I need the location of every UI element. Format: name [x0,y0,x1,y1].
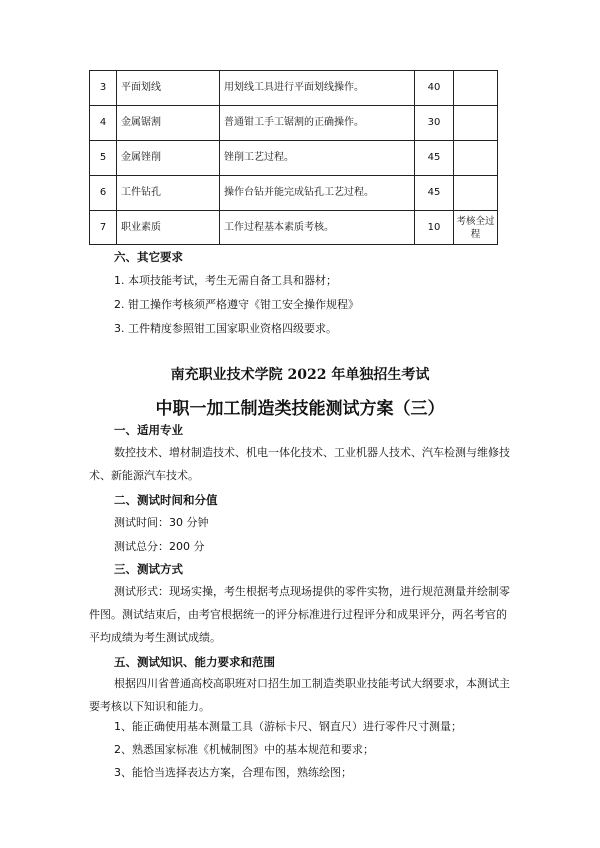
table-row [90,141,498,176]
table-row [90,211,498,245]
section-5-item: 2、熟悉国家标准《机械制图》中的基本规范和要求； [114,743,374,756]
row-item: 职业素质 [117,211,220,245]
row-item: 金属锯割 [117,106,220,141]
row-content: 工作过程基本素质考核。 [220,211,415,245]
row-score: 30 [415,106,454,141]
plan-title: 中职一加工制造类技能测试方案（三） [155,399,445,419]
row-content: 普通钳工手工锯割的正确操作。 [220,106,415,141]
row-number: 6 [90,176,117,211]
row-remark: 考核全过程 [454,211,498,245]
section-3-body: 测试形式：现场实操，考生根据考点现场提供的零件实物，进行规范测量并绘制零件图。测试结束后，由考官根据统一的评分标准进行过程评分和成果评分，两名考官的平均成绩为考生测试成绩。 [89,585,510,644]
section-3-heading: 三、测试方式 [114,562,183,576]
row-number: 4 [90,106,117,141]
row-score: 45 [415,141,454,176]
row-score: 40 [415,71,454,106]
row-number: 3 [90,71,117,106]
section-5-heading: 五、测试知识、能力要求和范围 [114,655,275,669]
row-number: 7 [90,211,117,245]
exam-items-table [89,70,498,245]
table-row [90,106,498,141]
section-5-item: 1、能正确使用基本测量工具（游标卡尺、钢直尺）进行零件尺寸测量； [114,720,462,733]
section-6-item: 3. 工件精度参照钳工国家职业资格四级要求。 [114,322,337,335]
table-row [90,71,498,106]
row-remark [454,106,498,141]
section-1-heading: 一、适用专业 [114,423,183,437]
section-6-item: 1. 本项技能考试，考生无需自备工具和器材； [114,274,337,287]
section-6-item: 2. 钳工操作考核须严格遵守《钳工安全操作规程》 [114,298,359,311]
row-item: 金属锉削 [117,141,220,176]
row-score: 45 [415,176,454,211]
row-score: 10 [415,211,454,245]
section-5-intro: 根据四川省普通高校高职班对口招生加工制造类职业技能考试大纲要求，本测试主要考核以下知识和能力。 [89,677,510,713]
row-content: 操作台钻并能完成钻孔工艺过程。 [220,176,415,211]
row-remark [454,176,498,211]
row-content: 用划线工具进行平面划线操作。 [220,71,415,106]
row-remark [454,141,498,176]
row-content: 锉削工艺过程。 [220,141,415,176]
row-item: 工件钻孔 [117,176,220,211]
section-2-heading: 二、测试时间和分值 [114,493,218,507]
section-1-body: 数控技术、增材制造技术、机电一体化技术、工业机器人技术、汽车检测与维修技术、新能源汽车技术。 [89,446,510,482]
test-time: 测试时间：30 分钟 [114,516,209,529]
row-item: 平面划线 [117,71,220,106]
test-score: 测试总分：200 分 [114,540,205,553]
section-6-heading: 六、其它要求 [114,250,183,264]
table-row [90,176,498,211]
row-remark [454,71,498,106]
school-title: 南充职业技术学院 2022 年单独招生考试 [170,367,430,383]
row-number: 5 [90,141,117,176]
section-5-item: 3、能恰当选择表达方案，合理布图，熟练绘图； [114,766,352,779]
